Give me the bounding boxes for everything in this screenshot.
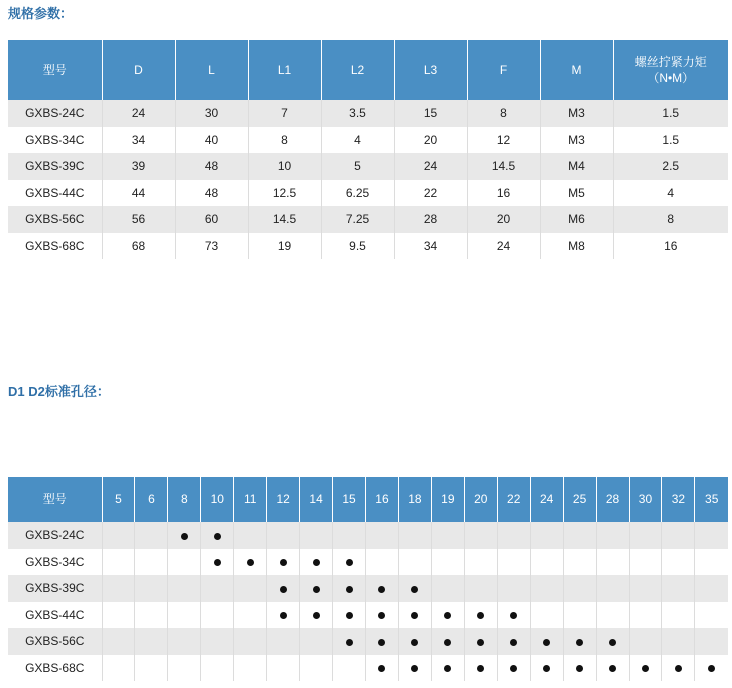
spec-row xyxy=(8,100,728,127)
availability-dot-icon xyxy=(346,586,353,593)
bore-cell xyxy=(333,602,366,629)
spec-row xyxy=(8,206,728,233)
availability-dot-icon xyxy=(477,665,484,672)
bore-cell xyxy=(102,522,135,549)
spec-cell-f: 16 xyxy=(467,180,540,207)
spec-row xyxy=(8,233,728,260)
spec-cell-l: 30 xyxy=(175,100,248,127)
bore-cell xyxy=(366,549,399,576)
bore-cell xyxy=(563,655,596,682)
spec-cell-l: 48 xyxy=(175,153,248,180)
spec-header-m: M xyxy=(540,40,613,100)
availability-dot-icon xyxy=(708,665,715,672)
spec-cell-l1: 8 xyxy=(248,127,321,154)
spec-cell-torque: 16 xyxy=(613,233,728,260)
bore-cell xyxy=(563,522,596,549)
bore-cell xyxy=(201,655,234,682)
bore-cell xyxy=(629,522,662,549)
availability-dot-icon xyxy=(214,533,221,540)
spec-header-torque xyxy=(613,40,728,100)
bore-cell xyxy=(629,628,662,655)
bore-cell xyxy=(234,628,267,655)
bore-cell xyxy=(300,549,333,576)
bore-cell xyxy=(596,549,629,576)
spec-cell-l1: 7 xyxy=(248,100,321,127)
availability-dot-icon xyxy=(510,639,517,646)
bore-cell xyxy=(267,655,300,682)
bore-cell xyxy=(267,549,300,576)
spec-cell-l1: 14.5 xyxy=(248,206,321,233)
bore-cell xyxy=(464,522,497,549)
bore-cell xyxy=(398,575,431,602)
bore-cell xyxy=(563,628,596,655)
bore-header-row xyxy=(8,477,728,522)
spec-cell-l2: 5 xyxy=(321,153,394,180)
bore-cell xyxy=(464,575,497,602)
bore-cell xyxy=(135,575,168,602)
bore-cell xyxy=(530,628,563,655)
availability-dot-icon xyxy=(378,586,385,593)
availability-dot-icon xyxy=(378,612,385,619)
spec-cell-d: 39 xyxy=(102,153,175,180)
availability-dot-icon xyxy=(280,586,287,593)
availability-dot-icon xyxy=(313,586,320,593)
bore-header-size: 28 xyxy=(596,477,629,522)
bore-cell xyxy=(333,522,366,549)
spec-cell-l3: 20 xyxy=(394,127,467,154)
spec-cell-l: 48 xyxy=(175,180,248,207)
availability-dot-icon xyxy=(576,639,583,646)
bore-cell-model: GXBS-56C xyxy=(8,628,102,655)
spec-cell-d: 34 xyxy=(102,127,175,154)
bore-cell xyxy=(300,655,333,682)
bore-header-size: 16 xyxy=(366,477,399,522)
bore-cell xyxy=(267,575,300,602)
bore-cell xyxy=(530,522,563,549)
bore-cell xyxy=(596,628,629,655)
bore-cell xyxy=(398,655,431,682)
bore-cell xyxy=(662,628,695,655)
bore-cell xyxy=(530,549,563,576)
spec-cell-m: M8 xyxy=(540,233,613,260)
bore-cell xyxy=(168,522,201,549)
bore-cell xyxy=(300,575,333,602)
availability-dot-icon xyxy=(280,612,287,619)
bore-cell xyxy=(201,575,234,602)
availability-dot-icon xyxy=(477,612,484,619)
bore-cell xyxy=(464,549,497,576)
bore-cell xyxy=(662,575,695,602)
availability-dot-icon xyxy=(543,665,550,672)
bore-cell xyxy=(201,602,234,629)
spec-cell-l2: 4 xyxy=(321,127,394,154)
bore-cell xyxy=(695,602,728,629)
bore-cell xyxy=(168,655,201,682)
spec-cell-l2: 3.5 xyxy=(321,100,394,127)
bore-cell xyxy=(695,522,728,549)
bore-cell xyxy=(102,602,135,629)
spec-cell-d: 24 xyxy=(102,100,175,127)
bore-cell xyxy=(366,628,399,655)
availability-dot-icon xyxy=(576,665,583,672)
spec-cell-f: 24 xyxy=(467,233,540,260)
availability-dot-icon xyxy=(378,665,385,672)
bore-cell xyxy=(464,628,497,655)
availability-dot-icon xyxy=(510,665,517,672)
bore-cell xyxy=(135,549,168,576)
bore-cell xyxy=(530,602,563,629)
spec-cell-model: GXBS-56C xyxy=(8,206,102,233)
bore-header-model: 型号 xyxy=(8,477,102,522)
spec-cell-d: 68 xyxy=(102,233,175,260)
bore-header-size: 35 xyxy=(695,477,728,522)
spec-cell-model: GXBS-34C xyxy=(8,127,102,154)
bore-cell xyxy=(497,602,530,629)
bore-cell xyxy=(431,602,464,629)
spec-cell-d: 44 xyxy=(102,180,175,207)
spec-header-l2: L2 xyxy=(321,40,394,100)
bore-cell xyxy=(662,549,695,576)
bore-cell xyxy=(102,549,135,576)
bore-cell xyxy=(398,522,431,549)
spec-cell-l2: 9.5 xyxy=(321,233,394,260)
spec-header-f: F xyxy=(467,40,540,100)
bore-header-size: 30 xyxy=(629,477,662,522)
bore-cell xyxy=(398,602,431,629)
bore-header-size: 18 xyxy=(398,477,431,522)
bore-cell xyxy=(234,655,267,682)
spec-cell-torque: 1.5 xyxy=(613,100,728,127)
bore-row xyxy=(8,522,728,549)
bore-cell xyxy=(431,628,464,655)
bore-cell xyxy=(431,522,464,549)
bore-header-size: 15 xyxy=(333,477,366,522)
spec-cell-f: 12 xyxy=(467,127,540,154)
availability-dot-icon xyxy=(378,639,385,646)
spec-cell-model: GXBS-39C xyxy=(8,153,102,180)
bore-cell xyxy=(267,522,300,549)
bore-cell xyxy=(366,602,399,629)
spec-cell-model: GXBS-24C xyxy=(8,100,102,127)
bore-cell xyxy=(497,655,530,682)
bore-cell xyxy=(333,628,366,655)
bore-cell xyxy=(201,522,234,549)
bore-cell xyxy=(431,575,464,602)
bore-header-size: 5 xyxy=(102,477,135,522)
bore-cell xyxy=(135,655,168,682)
bore-header-size: 19 xyxy=(431,477,464,522)
spec-cell-torque: 4 xyxy=(613,180,728,207)
bore-cell xyxy=(596,575,629,602)
spec-cell-l3: 28 xyxy=(394,206,467,233)
bore-header-size: 24 xyxy=(530,477,563,522)
availability-dot-icon xyxy=(609,665,616,672)
spec-header-l1: L1 xyxy=(248,40,321,100)
bore-cell-model: GXBS-24C xyxy=(8,522,102,549)
bore-cell xyxy=(102,655,135,682)
spec-cell-l3: 24 xyxy=(394,153,467,180)
availability-dot-icon xyxy=(642,665,649,672)
bore-cell xyxy=(366,575,399,602)
spec-cell-l: 60 xyxy=(175,206,248,233)
bore-header-size: 12 xyxy=(267,477,300,522)
availability-dot-icon xyxy=(280,559,287,566)
bore-header-size: 6 xyxy=(135,477,168,522)
bore-cell xyxy=(695,628,728,655)
bore-header-size: 20 xyxy=(464,477,497,522)
spec-cell-l2: 7.25 xyxy=(321,206,394,233)
spec-cell-l1: 19 xyxy=(248,233,321,260)
bore-table xyxy=(8,477,728,681)
availability-dot-icon xyxy=(609,639,616,646)
bore-cell xyxy=(563,602,596,629)
spec-cell-d: 56 xyxy=(102,206,175,233)
bore-cell xyxy=(135,602,168,629)
availability-dot-icon xyxy=(444,665,451,672)
availability-dot-icon xyxy=(214,559,221,566)
bore-cell xyxy=(596,602,629,629)
bore-cell xyxy=(662,522,695,549)
spec-cell-torque: 8 xyxy=(613,206,728,233)
bore-header-size: 11 xyxy=(234,477,267,522)
bore-cell xyxy=(629,575,662,602)
spec-cell-torque: 1.5 xyxy=(613,127,728,154)
bore-cell xyxy=(333,575,366,602)
bore-cell xyxy=(267,602,300,629)
spec-table xyxy=(8,40,728,259)
spec-cell-m: M5 xyxy=(540,180,613,207)
bore-cell xyxy=(168,602,201,629)
bore-row xyxy=(8,549,728,576)
bore-row xyxy=(8,655,728,682)
bore-cell xyxy=(333,549,366,576)
bore-header-size: 25 xyxy=(563,477,596,522)
availability-dot-icon xyxy=(477,639,484,646)
bore-cell xyxy=(398,628,431,655)
bore-cell xyxy=(629,655,662,682)
availability-dot-icon xyxy=(444,639,451,646)
spec-header-torque-line2: （N•M） xyxy=(647,71,695,85)
spec-header-model: 型号 xyxy=(8,40,102,100)
availability-dot-icon xyxy=(411,639,418,646)
bore-cell-model: GXBS-39C xyxy=(8,575,102,602)
bore-header-size: 10 xyxy=(201,477,234,522)
bore-table-body xyxy=(8,522,728,681)
bore-header-size: 32 xyxy=(662,477,695,522)
spec-header-d: D xyxy=(102,40,175,100)
bore-cell xyxy=(201,549,234,576)
bore-cell xyxy=(629,549,662,576)
bore-cell xyxy=(695,575,728,602)
spec-section-title: 规格参数： xyxy=(8,6,74,21)
bore-cell xyxy=(333,655,366,682)
spec-cell-model: GXBS-44C xyxy=(8,180,102,207)
bore-cell xyxy=(234,575,267,602)
bore-cell xyxy=(267,628,300,655)
bore-cell xyxy=(530,655,563,682)
bore-cell xyxy=(695,549,728,576)
availability-dot-icon xyxy=(346,639,353,646)
availability-dot-icon xyxy=(346,612,353,619)
spec-cell-l1: 12.5 xyxy=(248,180,321,207)
spec-header-torque-line1: 螺丝拧紧力矩 xyxy=(634,55,707,69)
bore-row xyxy=(8,602,728,629)
spec-cell-f: 8 xyxy=(467,100,540,127)
availability-dot-icon xyxy=(411,586,418,593)
bore-cell xyxy=(366,522,399,549)
bore-header-size: 14 xyxy=(300,477,333,522)
bore-cell xyxy=(234,602,267,629)
availability-dot-icon xyxy=(247,559,254,566)
availability-dot-icon xyxy=(313,559,320,566)
spec-cell-l: 40 xyxy=(175,127,248,154)
spec-cell-l3: 15 xyxy=(394,100,467,127)
spec-cell-f: 14.5 xyxy=(467,153,540,180)
availability-dot-icon xyxy=(543,639,550,646)
bore-cell xyxy=(234,549,267,576)
bore-cell xyxy=(300,602,333,629)
bore-cell xyxy=(497,549,530,576)
bore-header-size: 8 xyxy=(168,477,201,522)
bore-cell xyxy=(135,628,168,655)
bore-cell xyxy=(662,602,695,629)
spec-cell-f: 20 xyxy=(467,206,540,233)
availability-dot-icon xyxy=(411,612,418,619)
bore-cell-model: GXBS-44C xyxy=(8,602,102,629)
bore-section-title: D1 D2标准孔径： xyxy=(8,384,110,399)
bore-cell xyxy=(497,522,530,549)
bore-cell xyxy=(431,655,464,682)
spec-cell-torque: 2.5 xyxy=(613,153,728,180)
availability-dot-icon xyxy=(510,612,517,619)
availability-dot-icon xyxy=(346,559,353,566)
spec-cell-l: 73 xyxy=(175,233,248,260)
bore-row xyxy=(8,628,728,655)
spec-cell-m: M6 xyxy=(540,206,613,233)
bore-header-size: 22 xyxy=(497,477,530,522)
bore-cell xyxy=(234,522,267,549)
bore-cell xyxy=(530,575,563,602)
bore-cell xyxy=(596,522,629,549)
availability-dot-icon xyxy=(181,533,188,540)
spec-cell-m: M4 xyxy=(540,153,613,180)
bore-cell xyxy=(497,628,530,655)
bore-cell xyxy=(102,628,135,655)
bore-cell xyxy=(662,655,695,682)
spec-cell-m: M3 xyxy=(540,100,613,127)
bore-cell xyxy=(201,628,234,655)
bore-cell xyxy=(102,575,135,602)
bore-cell xyxy=(398,549,431,576)
availability-dot-icon xyxy=(675,665,682,672)
spec-row xyxy=(8,153,728,180)
bore-cell-model: GXBS-34C xyxy=(8,549,102,576)
spec-cell-model: GXBS-68C xyxy=(8,233,102,260)
bore-cell xyxy=(695,655,728,682)
bore-row xyxy=(8,575,728,602)
spec-header-l: L xyxy=(175,40,248,100)
bore-cell xyxy=(563,549,596,576)
spec-table-body xyxy=(8,100,728,259)
spec-header-row xyxy=(8,40,728,100)
bore-cell-model: GXBS-68C xyxy=(8,655,102,682)
availability-dot-icon xyxy=(411,665,418,672)
bore-cell xyxy=(563,575,596,602)
bore-cell xyxy=(596,655,629,682)
bore-cell xyxy=(431,549,464,576)
spec-row xyxy=(8,127,728,154)
bore-cell xyxy=(464,655,497,682)
bore-cell xyxy=(300,522,333,549)
spec-cell-m: M3 xyxy=(540,127,613,154)
bore-cell xyxy=(366,655,399,682)
bore-cell xyxy=(300,628,333,655)
bore-cell xyxy=(464,602,497,629)
bore-cell xyxy=(629,602,662,629)
spec-cell-l2: 6.25 xyxy=(321,180,394,207)
spec-cell-l1: 10 xyxy=(248,153,321,180)
spec-cell-l3: 22 xyxy=(394,180,467,207)
bore-cell xyxy=(135,522,168,549)
bore-cell xyxy=(168,628,201,655)
bore-cell xyxy=(497,575,530,602)
spec-header-l3: L3 xyxy=(394,40,467,100)
bore-cell xyxy=(168,575,201,602)
availability-dot-icon xyxy=(313,612,320,619)
availability-dot-icon xyxy=(444,612,451,619)
bore-cell xyxy=(168,549,201,576)
spec-row xyxy=(8,180,728,207)
spec-cell-l3: 34 xyxy=(394,233,467,260)
